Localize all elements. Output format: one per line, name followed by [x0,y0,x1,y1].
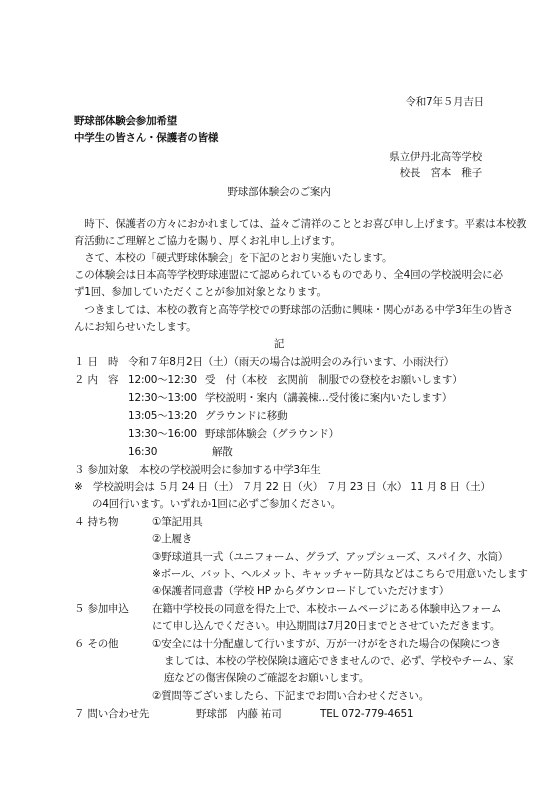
other-line-4: ②質問等ございましたら、下記までお問い合わせください。 [152,690,430,702]
content-label: ２ 内 容 [74,374,119,386]
date-value: 令和７年8月2日（土）（雨天の場合は説明会のみ行います、小雨決行） [128,356,455,368]
bring-item: ①筆記用具 [152,516,203,528]
schedule-text: 受 付（本校 玄関前 制服での登校をお願いします） [205,374,463,386]
other-line-3: 庭などの傷害保険のご確認をお願いします。 [164,672,370,684]
apply-line-2: にて申し込んでください。申込期間は7月20日までとさせていただきます。 [152,620,501,632]
schedule-text: グラウンドに移動 [205,410,288,422]
bring-item: ②上履き [152,533,193,545]
schedule-text: 解散 [212,446,233,458]
date-label: １ 日 時 [74,356,119,368]
schedule-time: 12:00～12:30 [128,374,197,386]
note-line-1: ※ 学校説明会は ５月 24 日（土） ７月 22 日（火） ７月 23 日（水） 11 月 8 日（土） [74,481,491,493]
schedule-time: 13:05～13:20 [128,410,197,422]
apply-line-1: 在籍中学校長の同意を得た上で、本校ホームページにある体験申込フォーム [152,603,502,615]
document-title: 野球部体験会のご案内 [227,186,331,198]
schedule-text: 野球部体験会（グラウンド） [205,428,339,440]
other-line-2: ましては、本校の学校保険は適応できませんので、必ず、学校やチーム、家 [164,655,514,667]
sender-principal: 校長 宮本 稚子 [399,167,482,179]
bring-item: ③野球道具一式（ユニフォーム、グラブ、アップシューズ、スパイク、水筒） [152,551,509,563]
issue-date: 令和7年５月吉日 [405,96,484,108]
body-p4-line2: んにお知らせいたします。 [74,321,197,333]
bring-item: ④保護者同意書（学校 HP からダウンロードしていただけます） [152,585,450,597]
target-line: ３ 参加対象 本校の学校説明会に参加する中学3年生 [74,464,321,476]
contact-tel: TEL 072-779-4651 [320,708,414,720]
body-p3-line2: ず1回、参加していただくことが参加対象となります。 [74,286,327,298]
body-p2: さて、本校の「硬式野球体験会」を下記のとおり実施いたします。 [74,252,393,264]
bring-label: ４ 持ち物 [74,516,119,528]
note-line-2: の4回行います。いずれか1回に必ずご参加ください。 [92,498,342,510]
bring-item: ※ボール、バット、ヘルメット、キャッチャー防具などはこちらで用意いたします [152,568,528,580]
apply-label: ５ 参加申込 [74,603,129,615]
schedule-text: 学校説明・案内（講義棟…受付後に案内いたします） [205,392,453,404]
other-label: ６ その他 [74,638,119,650]
sender-school: 県立伊丹北高等学校 [389,151,482,163]
body-p1-line2: 育活動にご理解とご協力を賜り、厚くお礼申し上げます。 [74,235,341,247]
contact-label: ７ 問い合わせ先 [74,708,150,720]
recipient-line-2: 中学生の皆さん・保護者の皆様 [74,132,219,144]
body-p1-line1: 時下、保護者の方々におかれましては、益々ご清祥のこととお喜び申し上げます。平素は本校教 [74,218,527,230]
body-p4-line1: つきましては、本校の教育と高等学校での野球部の活動に興味・関心がある中学3年生の皆さ [74,304,514,316]
schedule-time: 13:30～16:00 [128,428,197,440]
other-line-1: ①安全には十分配慮して行いますが、万が一けがをされた場合の保険につき [152,638,501,650]
contact-person: 野球部 内藤 祐司 [196,708,282,720]
schedule-time: 16:30 [128,446,158,458]
recipient-line-1: 野球部体験会参加希望 [74,115,177,127]
body-p3-line1: この体験会は日本高等学校野球連盟にて認められているものであり、全4回の学校説明会に必 [74,269,503,281]
schedule-time: 12:30～13:00 [128,392,197,404]
ki-heading: 記 [273,338,285,350]
